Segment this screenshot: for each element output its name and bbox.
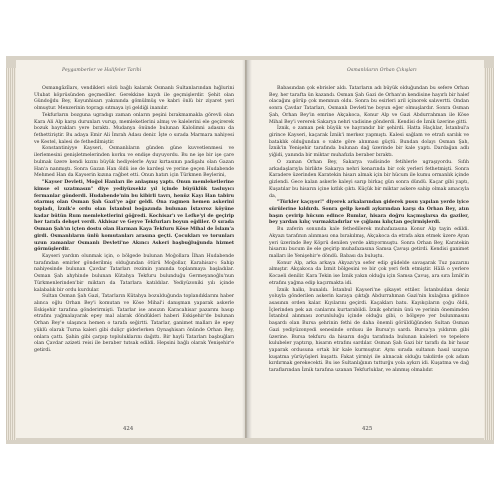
book-gutter-shadow bbox=[242, 60, 252, 438]
right-page bbox=[247, 60, 484, 438]
right-page-edges bbox=[484, 68, 494, 440]
paragraph: O zaman Orhan Bey, Sakarya vadisinde fetihlerle ugraşıyordu. Sıfıh arkadaşlarıyla birlikte Sakarya nehri kenarında bir cok yerleri fethetmişti. Sonra Karadere üzerinden Karatekin hisarı almak için bir hücum ile kumu ormanlık içinde gizlendi. Gece kalan askerle kaleyi sarıp birkaç gün sonra dündü. Kaçar gibi yaptı, Kuşatılar bu hisarın içine kıtlık çıktı. Küçük bir miktar askere sahip olmak amacıyla da, bbox=[269, 159, 469, 199]
open-book bbox=[6, 56, 494, 444]
left-page bbox=[16, 60, 246, 438]
paragraph-bold-quote: "Türkler kaçıyor!" diyerek arkalarından giderek pusu yapılan yerde iyice sürülerine kıldırdı. Sonra gelip kendi aykırından karşı da Orhan Bey, atın başın çevirip hücum edince Rumlar, hisara doğru kaçmışlarsa da gaziler, bey yardan kılıç vurmaktadırlar ve çığlamı kılıçtan geçirmişlerdi. bbox=[269, 200, 469, 226]
right-page-body bbox=[269, 86, 469, 375]
paragraph: İznik, o zaman pek büyük ve hayrandır bir şehirdi. Hatta Haçlılar, İstanbul'a girince Kayseri, kaçarak İznik'i merkez yapmıştı. Kalesi sağlam ve etrafı sarılık ve bataklık olduğundan o vakte göre alınması güçtü. Bundan dolayı Osman Şah, İznik'in Yenişehir tarafında bulunan dağ üzerinde bir kale yaptı. Dardağan adlı yiğidi, yanında bir miktar muhafızla beraber bıraktı. bbox=[269, 126, 469, 159]
paragraph: Babasından çok ebrisler aldı. Tatarların adı büyük olduğundan bu sefere Orhan Bey, her tarafta ün kazandı. Osman Şah Gazi de Orhan'ın kendisine hayırlı bir halef olacağını görüp çok memnun oldu. Sonra bu esirleri aril içinorek salıvertti. Ondan sonra Çavdar Tatarları, Osmanlı Devleti'ne boyun eğer olmuşlardır. Sonra Osman Şah, Orhan Bey'in emrine Akçakoca, Konur Alp ve Gazi Abdurrahman ile Köse Mihal Bey'i vererek Sakarya nehri vadisine gönderdi. Kendisi de İznik üzerine gitti. bbox=[269, 86, 469, 125]
left-running-head: Peygamberler ve Halifeler Tarihi bbox=[62, 68, 142, 73]
left-page-number: 424 bbox=[123, 426, 134, 432]
paragraph: Kayseri yardım olunmak için, o bölgede bulunan Moğollara İlhan Hudabende tarafından emirler gönderilmiş olduğundan ötürü Moğollar, Karahisar-ı Sahip nahiyesinde bulunan Çavdar Tatarları rezimin yanında toplanmaya başladılar. Osman Şah ahyhinde bulunan Kütahya Tekfuru bulunduğu Germeyanoğlu'nun Türkmenlerinden'bir miktarı da Tatarlara katıldılar. Yediyüzoniki yılı içinde kalabalık bir ordu kurdular. bbox=[34, 253, 234, 293]
paragraph: Konur Alp, arka arkaya Akyazı'ya sefer edip güdelde savaşarak Tuz pazarını almıştır. Akçakoca da İzmit bölgesini ve bir çok yeri feth etmiştir. Hâlâ o yerlere Kocaeli denilir. Kara Tekin ise İznik yakın olduğu için Samsa Çavuş, ara sıra İznik'in etrafını yağma edip kaçırmakta idi. bbox=[269, 260, 469, 286]
paragraph: Osmangâzîlars, vendikleri sözü bağlı kalarak Osmanlı Sultanlarından hığlurini Ulubat köprüsünden geçmediler. Gerekkine kaydı ile geçmişlerdir. Şehit olan Gündoğdu Bey, Koyunhisarı yakınında gömülmüş ve kabri önlü bir ziyaret yeri olmuştur. Menzerinin topragı sıtmaya iyi geldiği inanılır. bbox=[34, 86, 234, 112]
paragraph: Bu zaferin sonunda kale fethedilerek muhafazasına Konur Alp tayin edildi. Akyazı tarafının alınması ona bırakılmış, Akçakoca da etrafa akın etmek üzere Ayan yeri üzerinde Bey Köprü denilen yerde aktıyormuştu. Sonra Orhan Bey, Karatekin hisarını bucum ile ele geçirip muhafazasına Samsa Çavuşı getirdi. Kendisi ganimet malları ile Yenişehir'e döndü. Babası da buluştu. bbox=[269, 227, 469, 259]
right-page-number: 425 bbox=[362, 426, 373, 432]
paragraph: Sultan Osman Şah Gazi, Tatarların Kütahya bozulduğunda toplandıklarını haber alınca oğlu Orhan Bey'i komutan ve Köse Mihal'i danışman yaparak askerle Eskişehir tarafına gönderirmişti. Tatarlar ise ansızın Karacahisar pazarını basıp etrafını yağmalayarak epey mal alarak döndükleri haberi Eskişehir'de bulunan Orhan Bey'e ulaşınca hemen o tarafa seğirtti. Tatarlar, ganimet malları ile epey yüklü olarak Turna kaleri gibi duliçr giderlerken Oynaşhisarı önünde Orhan Bey, onlara çattı. Şahin gibi çarpıp topluluklarını dağıttı. Bir hayli Tatarları başbuğları olan Çavdar azizeti reisi ile beraber tutsak edildi. Hepsini bağlı olarak Yenişehir'e getirdi. bbox=[34, 294, 234, 354]
paragraph-bold-quote: "Kayser Devleti, Moğol Hanları ile anlaşmış yaptı. Onun memleketlerine kimse el uzatmasın" diye yediyüzsekiz yıl içinde büyüklük tasluyıcı fermanlar gönderdi. Hudabende'nin bu kibirli tavrı, henüz Kayı Han tabiru otarmış olan Osman Şah Gazi'ye ağır geldi. Ona ragmen hemen askerini topladı, İznik'e ordu olan İstanbul boğazında bulunan İstavroz köyüne kadar bütün Rum memleketlerini göğredi. Kochisar'ı ve Lefke'yi de geçirip her tarafa dehşet verdi. Akhisar ve Geyve Tekfurları boyun eğdiler. O sırada Osman Şah'ın içten dostu olan Harman Kaya Tekfuru Köse Mihal de İslam'a girdi. Osmanlıların ünlü komutanları arasına geçti. Çocukları ve torunları uzun zamanlar Osmanlı Devleti'ne Akıncı Askeri başbuğluğunda hizmet görmüşlerdir. bbox=[34, 180, 234, 253]
paragraph: Konstantiniyye Kayseri, Osmanlıların günden güne kuvvetlenmesi ve ilerlemesini genişletmelerinden korku ve endişe duyuyordu. Bu ne işe bir işe çare bulmak üzere kendi kızını büyük hediyelerle Ayaz kırtasının padişahı olan Gazan Han'a nanmıştı. Sonra Gazan Han öldü ise de kardeşi ve yerine geçen Hudabende Mehmed Han da Kayserin kızına rağbet etti. Onun hatırı için Türkmen Beylerini, bbox=[34, 146, 234, 179]
left-page-body bbox=[34, 86, 234, 355]
paragraph: İznik halkı, bunaldı. İstanbul Kayseri'ne şikayet ettiler. İstanbuldan deniz yoluyla gönderilen askerin karaya çıktığı Abdurrahman Gazi'nin kulağına gidince asasının orden kalar. Kıyılarını geçirdi. Kaçakları batu. Kayıkçıların çoğu öldü, İçlerinden pek azı canlarını kurtarabildi. İznik şehrinin ünü ve yerinin önemimden İstanbul alınması zorunluluğu içinde olduğu gibi, o bölgeye yer bulunmasını başardı olan Bursa şehrinin fethi de daha önemli görüldüğünden Sultan Osman Gazi yediyüzonyedi senesinde ordusu ile Bursa'yı sardı. Bursa'ya yıldırım gibi üzerine. Bursa tekfuru da hisarın doğu tarafında bulunan kaleleri ve tepelere kulubeler yaptırıp, hisarın etrafını sardılar. Osman Şah Gazi bir taraflı da bir hısar yaparak ordusuna ortak bir kale kurmuştur. Aynı sırada sultanın hasıl uzayan kuşatma yürüyüşleri kuşattı. Fakat yirmiyi ile alınacak olduğu takdirde çok adam kırdırmak gerekecekti. Bu ise Sultanlığının tutturğu yola aykırı idi. Kuşatma ve dağ taraflarından İznik tarafına uzanan Tekfurluklar, ve alınmış olmalıdır. bbox=[269, 287, 469, 374]
left-page-edges bbox=[6, 68, 16, 440]
paragraph: Tekfurların bozguna ugradıgı zaman onların peşini bırakmamakla görevli olan Kara Ali Alp karşı durunları vurup, memleketlerini almış ve kalelerini ele geçirerek bozuk bayrakları yere bıraktı. Mudanya önünde bulunan Kalolimni adasını da fethettiriştir. Bu adaya Emir Ali İmrah Adası denir. İşte o sırada Marmara nahiyesi ve Kestel, kalesi de fethedilmiştir. bbox=[34, 112, 234, 145]
right-running-head: Osmanlıların Orhan Çıkışları bbox=[347, 68, 417, 73]
